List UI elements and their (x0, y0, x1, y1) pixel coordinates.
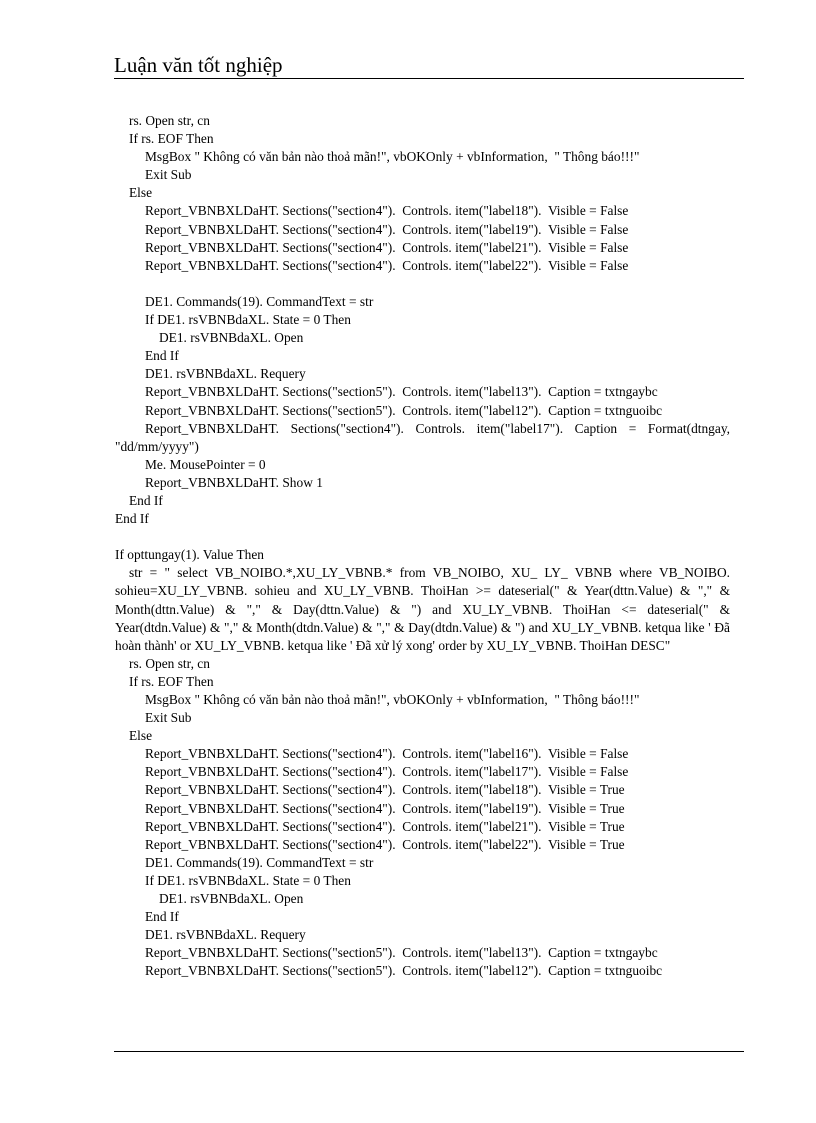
code-line: rs. Open str, cn (129, 113, 210, 128)
code-line: Report_VBNBXLDaHT. Sections("section4"). Controls. item("label19"). Visible = True (145, 800, 625, 816)
code-line: Report_VBNBXLDaHT. Sections("section4"). Controls. item("label18"). Visible = True (145, 782, 625, 798)
code-line: Exit Sub (145, 710, 192, 726)
code-line: End If (145, 909, 179, 925)
code-line: Report_VBNBXLDaHT. Sections("section4"). Controls. item("label21"). Visible = False (145, 239, 629, 255)
code-line: Report_VBNBXLDaHT. Sections("section4"). Controls. item("label18"). Visible = False (145, 203, 629, 219)
code-line: End If (129, 492, 163, 508)
code-line: Report_VBNBXLDaHT. Sections("section4"). Controls. item("label16"). Visible = False (145, 746, 629, 762)
blank-line (115, 528, 730, 546)
code-line: DE1. rsVBNBdaXL. Requery (145, 927, 306, 943)
code-line: Else (129, 728, 153, 744)
code-line: Report_VBNBXLDaHT. Sections("section4"). Controls. item("label19"). Visible = False (145, 221, 629, 237)
code-line: Report_VBNBXLDaHT. Sections("section4"). Controls. item("label22"). Visible = False (145, 257, 629, 273)
code-line: Report_VBNBXLDaHT. Show 1 (145, 474, 323, 490)
code-line: End If (115, 511, 149, 527)
code-line: Report_VBNBXLDaHT. Sections("section5"). Controls. item("label12"). Caption = txtnguoibc (145, 402, 663, 418)
code-line: rs. Open str, cn (129, 655, 210, 671)
code-line: Report_VBNBXLDaHT. Sections("section5"). Controls. item("label13"). Caption = txtngaybc (145, 384, 658, 400)
code-line: End If (145, 348, 179, 364)
code-line: If DE1. rsVBNBdaXL. State = 0 Then (145, 872, 351, 888)
code-line: DE1. Commands(19). CommandText = str (145, 854, 374, 870)
code-line: Report_VBNBXLDaHT. Sections("section5"). Controls. item("label12"). Caption = txtnguoibc (145, 963, 663, 979)
code-line: Else (129, 185, 153, 201)
code-line: If rs. EOF Then (129, 131, 214, 147)
code-line: Report_VBNBXLDaHT. Sections("section4"). Controls. item("label17"). Caption = Format(dtngay, "dd/mm/yyyy") (115, 420, 730, 454)
code-line: DE1. rsVBNBdaXL. Requery (145, 366, 306, 382)
code-line: Report_VBNBXLDaHT. Sections("section5"). Controls. item("label13"). Caption = txtngaybc (145, 945, 658, 961)
code-line: If DE1. rsVBNBdaXL. State = 0 Then (145, 312, 351, 328)
code-line: Report_VBNBXLDaHT. Sections("section4"). Controls. item("label22"). Visible = True (145, 836, 625, 852)
code-line: Report_VBNBXLDaHT. Sections("section4"). Controls. item("label21"). Visible = True (145, 818, 625, 834)
code-line: Me. MousePointer = 0 (145, 456, 266, 472)
code-line: MsgBox " Không có văn bản nào thoả mãn!", vbOKOnly + vbInformation, " Thông báo!!!" (145, 692, 640, 707)
code-line: MsgBox " Không có văn bản nào thoả mãn!", vbOKOnly + vbInformation, " Thông báo!!!" (145, 149, 640, 165)
code-line: DE1. rsVBNBdaXL. Open (159, 330, 304, 346)
code-line: DE1. rsVBNBdaXL. Open (159, 891, 304, 907)
blank-line (115, 275, 730, 293)
code-listing (115, 112, 730, 981)
header-divider (114, 78, 744, 79)
code-line: Report_VBNBXLDaHT. Sections("section4"). Controls. item("label17"). Visible = False (145, 764, 629, 780)
footer-divider (114, 1051, 744, 1052)
code-line: If opttungay(1). Value Then (115, 547, 264, 563)
code-line: DE1. Commands(19). CommandText = str (145, 293, 374, 309)
code-line: If rs. EOF Then (129, 673, 214, 689)
code-line: Exit Sub (145, 167, 192, 183)
page-header-title: Luận văn tốt nghiệp (114, 53, 283, 77)
code-line: str = " select VB_NOIBO.*,XU_LY_VBNB.* from VB_NOIBO, XU_ LY_ VBNB where VB_NOIBO. sohieu=XU_LY_VBNB. sohieu and XU_LY_VBNB. ThoiHan >= dateserial(" & Year(dttn.Value) & "," & Month(dttn.Value) & "," & Day(dttn.Value) & ") and XU_LY_VBNB. ThoiHan <= dateserial(" & Year(dtdn.Value) & "," & Month(dtdn.Value) & "," & Day(dtdn.Value) & ") and XU_LY_VBNB. ketqua like ' Đã hoàn thành' or XU_LY_VBNB. ketqua like ' Đã xử lý xong' order by XU_LY_VBNB. ThoiHan DESC" (115, 565, 730, 653)
